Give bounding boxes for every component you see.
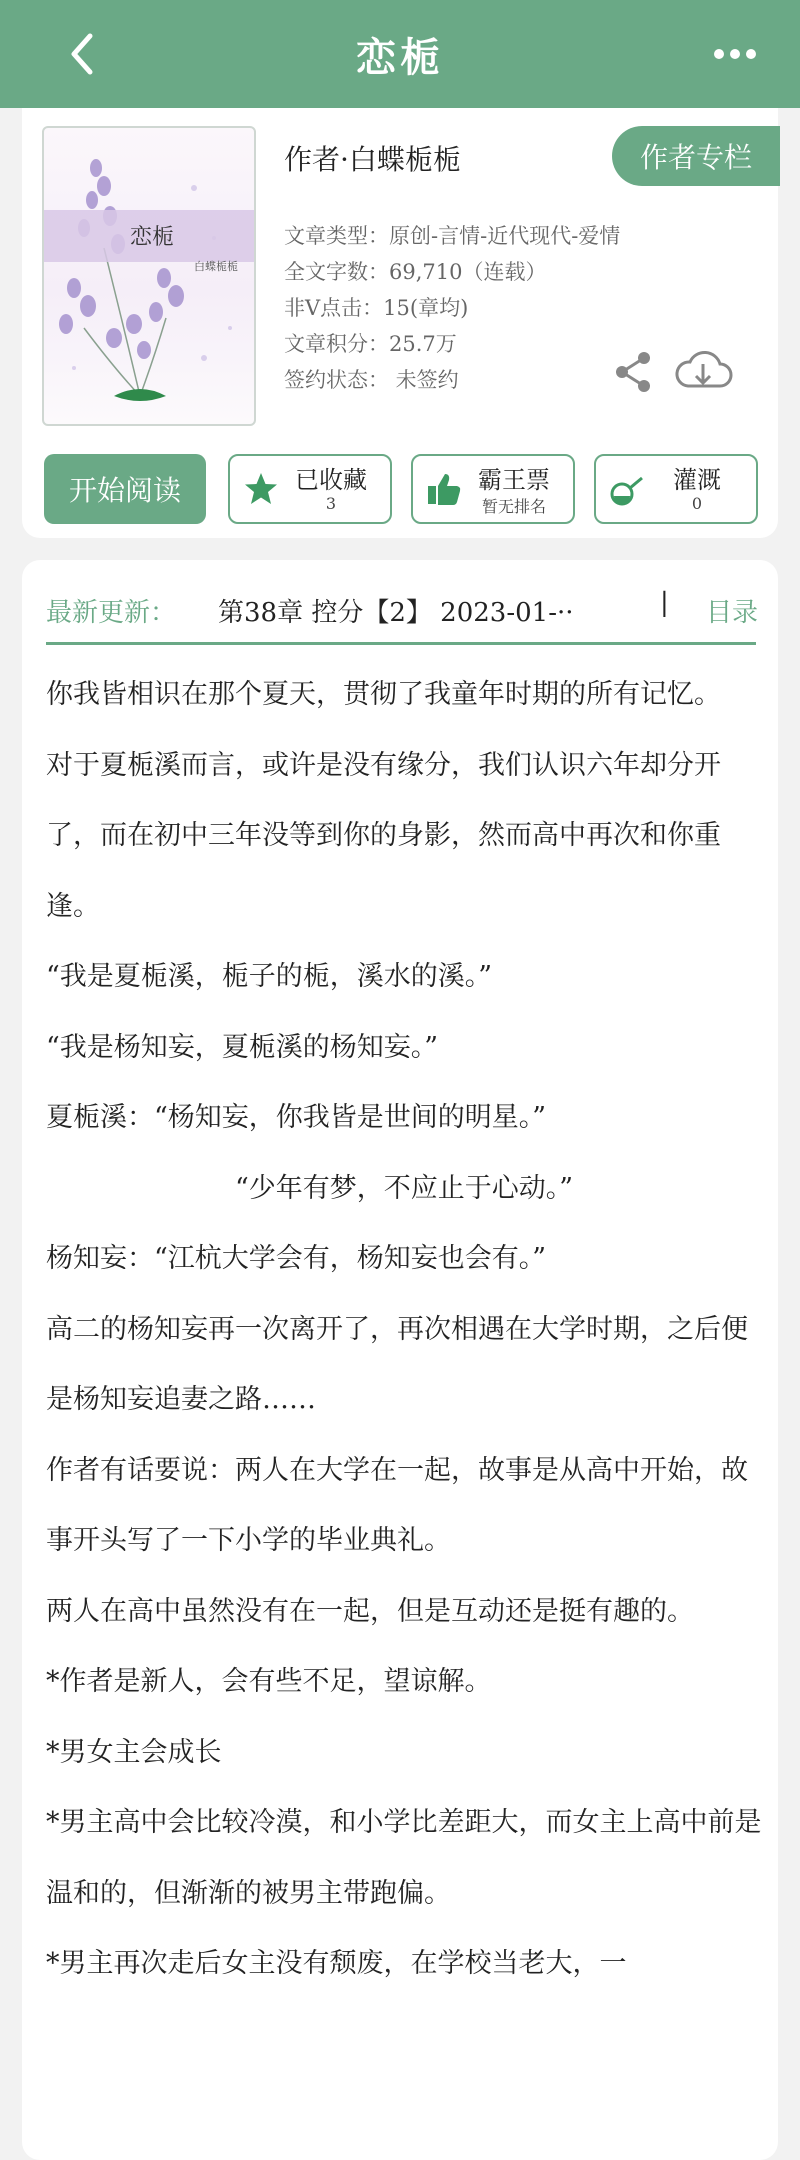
thumbs-up-icon — [425, 470, 463, 508]
latest-update-label: 最新更新： — [46, 598, 177, 628]
paragraph: *男女主会成长 — [46, 1736, 222, 1768]
toc-link[interactable]: 目录 — [706, 598, 759, 628]
water-label: 灌溉 — [673, 466, 721, 494]
paragraph: 作者有话要说：两人在大学在一起，故事是从高中开始，故事开头写了一下小学的毕业典礼。 — [46, 1454, 748, 1556]
paragraph: *男主高中会比较冷漠，和小学比差距大，而女主上高中前是温和的，但渐渐的被男主带跑偏。 — [46, 1807, 762, 1909]
latest-chapter-link[interactable]: 第38章 控分【2】 2023-01-·· — [218, 598, 574, 628]
favorite-label: 已收藏 — [295, 466, 367, 494]
paragraph: “我是夏栀溪，栀子的栀，溪水的溪。” — [46, 961, 493, 992]
paragraph: *作者是新人，会有些不足，望谅解。 — [46, 1666, 492, 1697]
divider: | — [660, 588, 669, 618]
author-column-button[interactable]: 作者专栏 — [612, 126, 780, 186]
cloud-download-icon — [672, 346, 734, 396]
latest-update-bar — [46, 582, 759, 645]
paragraph: 对于夏栀溪而言，或许是没有缘分，我们认识六年却分开了，而在初中三年没等到你的身影，然而高中再次和你重逢。 — [46, 749, 721, 922]
paragraph: 高二的杨知妄再一次离开了，再次相遇在大学时期，之后便是杨知妄追妻之路…… — [46, 1313, 748, 1415]
more-horizontal-icon — [710, 40, 760, 70]
synopsis-text — [46, 660, 762, 2000]
more-button[interactable] — [710, 40, 760, 70]
paragraph: 夏栀溪：“杨知妄，你我皆是世间的明星。” — [46, 1102, 547, 1133]
lavender-illustration — [44, 128, 254, 424]
meta-sign-status: 签约状态： 未签约 — [284, 368, 459, 392]
author-name[interactable]: 作者·白蝶栀栀 — [284, 143, 461, 176]
water-count: 0 — [691, 494, 703, 513]
paragraph: “我是杨知妄，夏栀溪的杨知妄。” — [46, 1031, 439, 1063]
meta-score: 文章积分：25.7万 — [284, 332, 457, 356]
paragraph: 两人在高中虽然没有在一起，但是互动还是挺有趣的。 — [46, 1595, 694, 1627]
book-meta — [284, 218, 620, 398]
ticket-rank: 暂无排名 — [481, 497, 546, 516]
page-title: 恋栀 — [356, 34, 444, 81]
paragraph: *男主再次走后女主没有颓废，在学校当老大，一 — [46, 1948, 627, 1979]
top-bar — [0, 0, 800, 108]
ticket-button[interactable] — [411, 454, 575, 524]
watering-can-icon — [608, 470, 646, 508]
favorite-count: 3 — [325, 494, 337, 513]
meta-type: 文章类型：原创-言情-近代现代-爱情 — [284, 224, 621, 248]
start-reading-button[interactable]: 开始阅读 — [44, 454, 206, 524]
water-button[interactable] — [594, 454, 758, 524]
meta-word-count: 全文字数：69,710（连载） — [284, 260, 547, 284]
paragraph: 杨知妄：“江杭大学会有，杨知妄也会有。” — [46, 1243, 547, 1274]
meta-clicks: 非V点击：15(章均) — [284, 296, 469, 320]
paragraph: 你我皆相识在那个夏天，贯彻了我童年时期的所有记忆。 — [46, 679, 721, 710]
share-icon — [612, 350, 656, 394]
download-button[interactable] — [672, 346, 734, 396]
book-cover[interactable] — [42, 126, 256, 426]
ticket-label: 霸王票 — [478, 466, 550, 494]
star-icon — [242, 470, 280, 508]
cover-author: 白蝶栀栀 — [194, 260, 238, 273]
share-button[interactable] — [612, 350, 656, 394]
favorite-button[interactable] — [228, 454, 392, 524]
paragraph: “少年有梦，不应止于心动。” — [234, 1172, 574, 1204]
synopsis-card — [22, 560, 778, 2160]
cover-title: 恋栀 — [130, 225, 175, 250]
